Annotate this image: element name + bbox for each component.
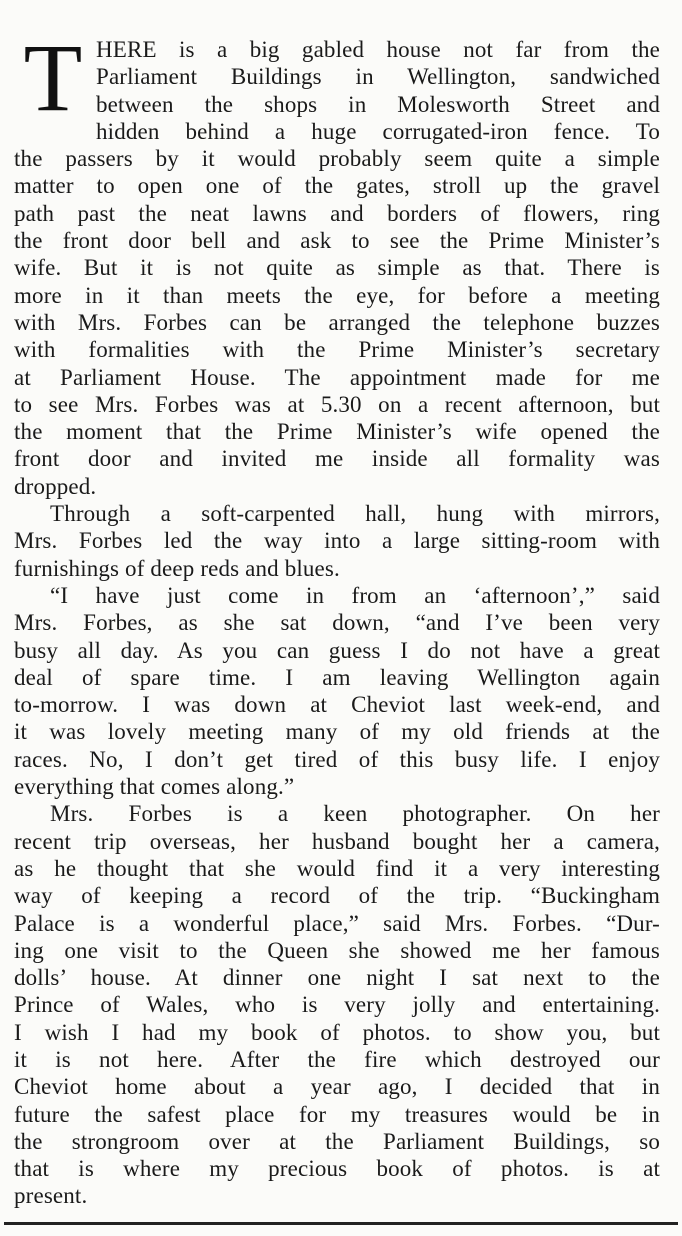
text-line: Mrs. Forbes is a keen photographer. On her [50, 801, 660, 827]
text-line: Mrs. Forbes, as she sat down, “and I’ve been very [14, 610, 660, 636]
text-line: dropped. [14, 473, 97, 499]
paragraph-4 [14, 800, 660, 1209]
text-line: the moment that the Prime Minister’s wife opened the [14, 419, 660, 445]
text-line: busy all day. As you can guess I do not have a great [14, 637, 660, 663]
text-line: the strongroom over at the Parliament Buildings, so [14, 1128, 660, 1154]
text-line: Mrs. Forbes led the way into a large sitting-room with [14, 528, 660, 554]
text-line: front door and invited me inside all formality was [14, 446, 660, 472]
article-body [14, 24, 660, 1210]
text-line: that is where my precious book of photos. is at [14, 1156, 660, 1182]
text-line: hidden behind a huge corrugated-iron fence. To [96, 118, 660, 144]
text-line: Palace is a wonderful place,” said Mrs. Forbes. “Dur- [14, 910, 660, 936]
text-line: wife. But it is not quite as simple as that. There is [14, 255, 660, 281]
text-line: future the safest place for my treasures would be in [14, 1101, 660, 1127]
text-line: Prince of Wales, who is very jolly and entertaining. [14, 992, 660, 1018]
text-line: more in it than meets the eye, for before a meeting [14, 282, 660, 308]
text-line: present. [14, 1183, 88, 1209]
text-line: as he thought that she would find it a very interesting [14, 855, 660, 881]
bottom-rule [4, 1222, 678, 1225]
text-line: Cheviot home about a year ago, I decided that in [14, 1074, 660, 1100]
paragraph-3 [14, 582, 660, 800]
text-line: with Mrs. Forbes can be arranged the telephone buzzes [14, 309, 660, 335]
text-line: matter to open one of the gates, stroll up the gravel [14, 173, 660, 199]
paragraph-1 [14, 24, 660, 500]
text-line: the passers by it would probably seem quite a simple [14, 146, 660, 172]
text-line: at Parliament House. The appointment made for me [14, 364, 660, 390]
text-line: HERE is a big gabled house not far from the [96, 37, 660, 62]
text-line: way of keeping a record of the trip. “Buckingham [14, 883, 660, 909]
drop-cap: T [23, 24, 83, 131]
text-line: Through a soft-carpented hall, hung with mirrors, [50, 501, 660, 527]
text-line: everything that comes along.” [14, 774, 295, 800]
text-line: I wish I had my book of photos. to show you, but [14, 1019, 660, 1045]
text-line: with formalities with the Prime Minister’s secretary [14, 337, 660, 363]
text-line: it is not here. After the fire which destroyed our [14, 1046, 660, 1072]
text-line: deal of spare time. I am leaving Wellington again [14, 664, 660, 690]
text-line: ing one visit to the Queen she showed me her famous [14, 937, 660, 963]
paragraph-2 [14, 500, 660, 582]
text-line: the front door bell and ask to see the Prime Minister’s [14, 228, 660, 254]
text-line: Parliament Buildings in Wellington, sandwiched [96, 64, 660, 90]
text-line: races. No, I don’t get tired of this busy life. I enjoy [14, 746, 660, 772]
text-line: dolls’ house. At dinner one night I sat next to the [14, 965, 660, 991]
text-line: between the shops in Molesworth Street and [96, 91, 660, 117]
text-line: furnishings of deep reds and blues. [14, 555, 340, 581]
text-line: to-morrow. I was down at Cheviot last week-end, and [14, 692, 660, 718]
text-line: path past the neat lawns and borders of flowers, ring [14, 200, 660, 226]
text-line: to see Mrs. Forbes was at 5.30 on a recent afternoon, but [14, 391, 660, 417]
text-line: recent trip overseas, her husband bought her a camera, [14, 828, 660, 854]
text-line: “I have just come in from an ‘afternoon’,” said [50, 582, 660, 608]
text-line: it was lovely meeting many of my old friends at the [14, 719, 660, 745]
